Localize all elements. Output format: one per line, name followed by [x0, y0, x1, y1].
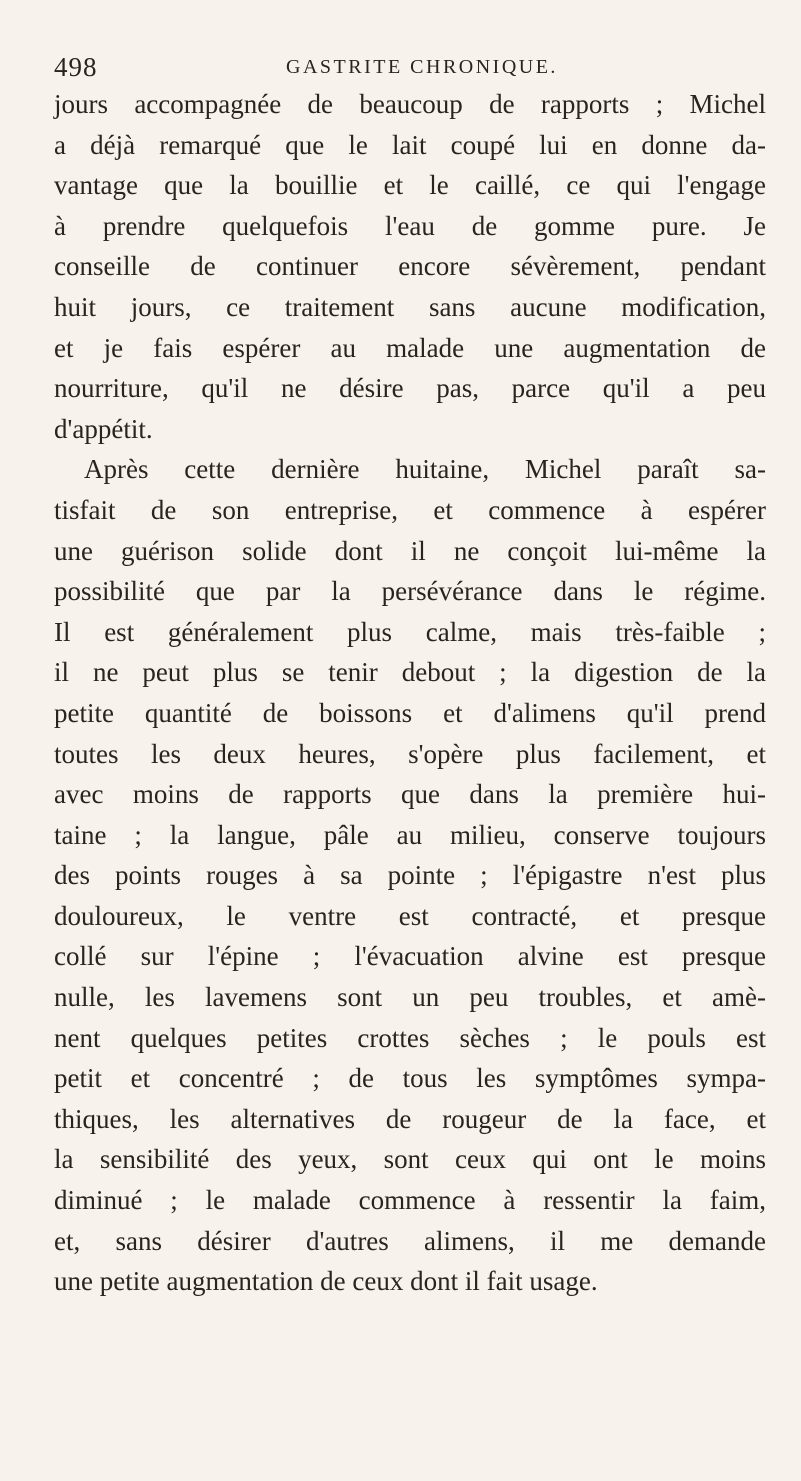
text-line: a déjà remarqué que le lait coupé lui en donne da- — [54, 129, 766, 160]
text-line: la sensibilité des yeux, sont ceux qui ont le moins — [54, 1144, 766, 1175]
page-number: 498 — [54, 52, 98, 82]
text-line: taine ; la langue, pâle au milieu, conserve toujours — [54, 819, 766, 850]
text-line: conseille de continuer encore sévèrement, pendant — [54, 251, 766, 282]
text-line: il ne peut plus se tenir debout ; la digestion de la — [54, 657, 766, 688]
text-line: nourriture, qu'il ne désire pas, parce qu'il a peu — [54, 373, 766, 404]
text-line: petite quantité de boissons et d'alimens qu'il prend — [54, 697, 766, 728]
text-line: vantage que la bouillie et le caillé, ce qui l'engage — [54, 170, 766, 201]
running-title: GASTRITE CHRONIQUE. — [286, 56, 558, 78]
text-line: avec moins de rapports que dans la première hui- — [54, 779, 766, 810]
text-line: à prendre quelquefois l'eau de gomme pure. Je — [54, 210, 766, 241]
text-line: collé sur l'épine ; l'évacuation alvine est presque — [54, 941, 766, 972]
text-line: nulle, les lavemens sont un peu troubles, et amè- — [54, 982, 766, 1013]
text-line: diminué ; le malade commence à ressentir la faim, — [54, 1185, 766, 1216]
text-line: une guérison solide dont il ne conçoit lui-même la — [54, 535, 766, 566]
text-line: petit et concentré ; de tous les symptômes sympa- — [54, 1063, 766, 1094]
text-line: huit jours, ce traitement sans aucune modification, — [54, 291, 766, 322]
paragraph-start-line: Après cette dernière huitaine, Michel paraît sa- — [84, 454, 766, 485]
text-line: douloureux, le ventre est contracté, et presque — [54, 900, 766, 931]
text-line: thiques, les alternatives de rougeur de la face, et — [54, 1103, 766, 1134]
text-line: toutes les deux heures, s'opère plus facilement, et — [54, 738, 766, 769]
body-text — [54, 84, 766, 1302]
text-line: nent quelques petites crottes sèches ; le pouls est — [54, 1022, 766, 1053]
running-head — [54, 52, 766, 86]
text-line: et je fais espérer au malade une augmentation de — [54, 332, 766, 363]
text-line: d'appétit. — [54, 413, 153, 444]
text-line: possibilité que par la persévérance dans le régime. — [54, 576, 766, 607]
text-line: jours accompagnée de beaucoup de rapports ; Michel — [54, 89, 766, 119]
text-line: tisfait de son entreprise, et commence à espérer — [54, 494, 766, 525]
text-line: Il est généralement plus calme, mais très-faible ; — [54, 616, 766, 647]
text-line: une petite augmentation de ceux dont il fait usage. — [54, 1266, 598, 1297]
text-line: des points rouges à sa pointe ; l'épigastre n'est plus — [54, 860, 766, 891]
text-line: et, sans désirer d'autres alimens, il me demande — [54, 1225, 766, 1256]
